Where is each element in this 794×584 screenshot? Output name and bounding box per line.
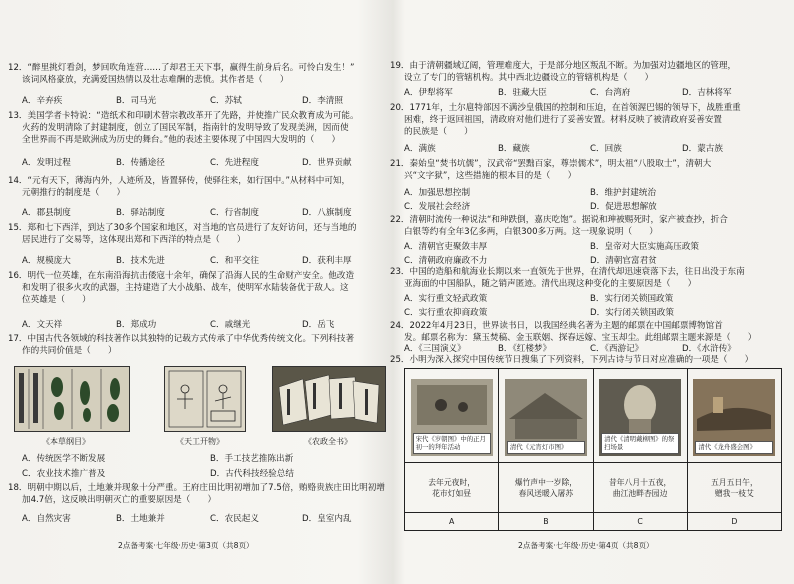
option-a[interactable]: A．规模庞大 [22,256,71,266]
question-text: 25．小明为深入探究中国传统节日搜集了下列资料，下列古诗与节日对应准确的一项是（ ） [390,355,754,365]
option-b[interactable]: B．《红楼梦》 [498,344,552,354]
option-d[interactable]: D．《水浒传》 [682,344,736,354]
question-23 [390,266,745,290]
option-a[interactable]: A．发明过程 [22,158,71,168]
option-b[interactable]: B．驻藏大臣 [498,88,547,98]
photo-caption: 清代《清明戴柳图》的祭扫场景 [601,433,679,454]
option-a[interactable]: A．加强思想控制 [404,188,471,198]
poem-c [593,463,687,513]
letter-d[interactable]: D [687,513,781,531]
option-c[interactable]: C．苏轼 [210,96,242,106]
option-d[interactable]: D．清朝官富君贫 [590,256,657,266]
question-22 [390,214,728,238]
option-a[interactable]: A．清朝官吏聚敛丰厚 [404,242,488,252]
question-text: 14．“元有天下，薄海内外，人迹所及，皆置驿传，使驿往来，如行国中。”从材料中可知， [8,176,351,186]
photo-cell-d [687,369,781,463]
question-text: 16．明代一位英雄，在东南沿海抗击倭寇十余年，确保了沿海人民的生命财产安全。他改造 [8,271,355,281]
photo-b [505,379,587,456]
question-text: 全世界而不再是欧洲成为历史的舞台。”他的表述主要体现了中国四大发明的（ ） [22,135,341,146]
photo-caption: 清代《元宵灯市图》 [507,441,585,454]
question-text: 12．“醉里挑灯看剑，梦回吹角连营……了却君王天下事，赢得生前身后名。可怜白发生！” [8,63,355,73]
caption-bencao: 《本草纲目》 [42,437,90,446]
page-footer: 2点备考案·七年级·历史·第4页（共8页） [518,541,654,550]
photo-cell-c [593,369,687,463]
poem-d [687,463,781,513]
letter-a[interactable]: A [405,513,499,531]
option-d[interactable]: D．蒙古族 [682,144,723,154]
poem-line: 春风送暖入屠苏 [518,488,574,498]
photo-a [411,379,493,456]
photo-caption: 清代《龙舟盛会图》 [695,441,773,454]
option-b[interactable]: B．驿站制度 [116,208,165,218]
option-d[interactable]: D．古代科技经验总结 [210,469,294,479]
option-c[interactable]: C．回族 [590,144,622,154]
question-text: 作的共同价值是（ ） [22,346,117,357]
option-c[interactable]: C．戚继光 [210,320,251,330]
option-a[interactable]: A．《三国演义》 [404,344,466,354]
photo-d [693,379,775,456]
option-a[interactable]: A．文天祥 [22,320,63,330]
question-text: 22．清朝时流传一种说法“和珅跌倒，嘉庆吃饱”。据说和珅被赐死时，家产被查抄，折合 [390,215,728,225]
option-c[interactable]: C．《西游记》 [590,344,644,354]
option-c[interactable]: C．发展社会经济 [404,202,471,212]
option-d[interactable]: D．促进思想解放 [590,202,657,212]
question-14 [8,175,350,199]
question-text: 17．中国古代各领域的科技著作以其独特的记载方式传承了中华优秀传统文化。下列科技著 [8,334,355,344]
poem-b [499,463,593,513]
poem-a [405,463,499,513]
option-d[interactable]: D．岳飞 [302,320,335,330]
question-13 [8,110,359,147]
option-b[interactable]: B．技术先进 [116,256,165,266]
question-text: 亚海面的中国船队，随之销声匿迹。清代出现这种变化的主要原因是（ ） [404,279,697,290]
option-c[interactable]: C．清朝政府廉政不力 [404,256,488,266]
question-text: 21．秦始皇“焚书坑儒”，汉武帝“罢黜百家，尊崇儒术”，明太祖“八股取士”，清朝大 [390,159,712,169]
option-a[interactable]: A．传统医学不断发展 [22,454,106,464]
poem-line: 去年元夜时， [428,477,476,487]
question-text: 位英雄是（ ） [22,295,91,306]
option-a[interactable]: A．实行重文轻武政策 [404,294,488,304]
workshop-illustration [165,367,245,431]
option-b[interactable]: B．实行闭关锁国政策 [590,294,674,304]
option-b[interactable]: B．手工技艺推陈出新 [210,454,294,464]
caption-nongzheng: 《农政全书》 [304,437,352,446]
question-12 [8,62,354,86]
option-a[interactable]: A．伊犁将军 [404,88,453,98]
option-c[interactable]: C．先进程度 [210,158,259,168]
question-25 [390,354,753,366]
option-d[interactable]: D．世界贡献 [302,158,352,168]
question-text: 的民族是（ ） [404,127,473,138]
option-d[interactable]: D．实行闭关锁国政策 [590,308,674,318]
option-b[interactable]: B．维护封建统治 [590,188,657,198]
question-text: 困难，终于返回祖国，清政府对他们进行了妥善安置。材料反映了被清政府妥善安置 [404,115,722,126]
question-text: 23．中国的造船和航海业长期以来一直领先于世界，在清代却迅速衰落下去，往日出没于东南 [390,267,745,277]
option-c[interactable]: C．农民起义 [210,514,259,524]
question-text: 该词风格豪放，充满爱国热情以及壮志难酬的悲愤。其作者是（ ） [22,75,289,86]
option-a[interactable]: A．辛弃疾 [22,96,63,106]
letter-c[interactable]: C [593,513,687,531]
poem-line: 昔年八月十五夜， [608,477,672,487]
question-text: 元朝推行的制度是（ ） [22,188,126,199]
bencao-image [14,366,130,432]
option-c[interactable]: C．和平交往 [210,256,259,266]
photo-cell-a [405,369,499,463]
caption-tiangong: 《天工开物》 [176,437,224,446]
question-24 [390,320,756,344]
option-c[interactable]: C．台湾府 [590,88,631,98]
option-d[interactable]: D．李清照 [302,96,343,106]
option-b[interactable]: B．传播途径 [116,158,165,168]
question-20 [390,102,741,139]
poem-line: 赠我一枝艾 [714,488,754,498]
photo-caption: 宋代《岁朝图》中的正月初一的拜年活动 [413,433,491,454]
poem-line: 爆竹声中一岁除， [514,477,578,487]
question-text: 24．2022年4月23日，世界读书日，以我国经典名著为主题的邮票在中国邮票博物馆首 [390,321,723,331]
nongzheng-image [272,366,386,432]
question-text: 发。邮票名称为：黛玉焚稿、金玉联姻、探春远嫁、宝玉却尘。此组邮票主题来源是（ ） [404,333,757,344]
option-b[interactable]: B．土地兼并 [116,514,165,524]
question-text: 火药的发明清除了封建制度，创立了国民军制，指南针的发明导致了发现美洲，因而使 [22,123,349,134]
question-text: 白银等约有全年3亿多两，白银300多万两。这一现象说明（ ） [404,227,658,238]
photo-cell-b [499,369,593,463]
question-text: 兴“文字狱”，这些措施的根本目的是（ ） [404,171,577,182]
question-15 [8,222,356,246]
question-21 [390,158,711,182]
option-b[interactable]: B．藏族 [498,144,530,154]
poem-line: 曲江池畔杏园边 [612,488,668,498]
option-c[interactable]: C．农业技术推广普及 [22,469,106,479]
letter-b[interactable]: B [499,513,593,531]
option-d[interactable]: D．皇室内乱 [302,514,352,524]
question-text: 设立了专门的管辖机构。其中西北边疆设立的管辖机构是（ ） [404,73,654,84]
question-text: 居民进行了交易等，这体现出郑和下西洋的特点是（ ） [22,235,246,246]
photo-c [599,379,681,456]
herbal-illustration [15,367,129,431]
poem-line: 五月五日午， [710,477,758,487]
question-17 [8,333,354,357]
option-c[interactable]: C．实行重农抑商政策 [404,308,488,318]
books-illustration [273,367,385,431]
option-b[interactable]: B．司马光 [116,96,157,106]
festival-table [404,368,782,531]
question-18 [8,482,385,506]
option-d[interactable]: D．获利丰厚 [302,256,352,266]
option-c[interactable]: C．行省制度 [210,208,259,218]
tiangong-image [164,366,246,432]
option-a[interactable]: A．满族 [404,144,436,154]
page-4 [390,0,794,584]
question-text: 18．明朝中期以后，土地兼并现象十分严重。王府庄田比明初增加了7.5倍，贿赂贵族庄田比明初增 [8,483,385,493]
question-text: 加4.7倍，这反映出明朝灭亡的重要原因是（ ） [22,495,217,506]
question-text: 和发明了很多火攻的武器，主持建造了大小战船、战车，使明军水陆装备优于敌人。这 [22,283,349,294]
option-b[interactable]: B．皇帝对大臣实施高压政策 [590,242,700,252]
option-a[interactable]: A．郡县制度 [22,208,71,218]
option-b[interactable]: B．郑成功 [116,320,157,330]
question-text: 15．郑和七下西洋，到达了30多个国家和地区，对当地的官员进行了友好访问，还与当地的 [8,223,357,233]
page-3 [0,0,394,584]
question-text: 20．1771年，土尔扈特部因不满沙皇俄国的控制和压迫，在首领渥巴锡的领导下，战胜重重 [390,103,741,113]
page-footer: 2点备考案·七年级·历史·第3页（共8页） [118,541,254,550]
question-text: 13．美国学者卡特说：“造纸术和印刷术替宗教改革开了先路，并使推广民众教育成为可能。 [8,111,359,121]
option-d[interactable]: D．吉林将军 [682,88,732,98]
option-a[interactable]: A．自然灾害 [22,514,71,524]
question-16 [8,270,354,307]
poem-line: 花市灯如昼 [432,488,472,498]
option-d[interactable]: D．八旗制度 [302,208,352,218]
question-text: 19．由于清朝疆域辽阔，管理难度大，于是部分地区叛乱不断。为加强对边疆地区的管理， [390,61,737,71]
question-19 [390,60,736,84]
